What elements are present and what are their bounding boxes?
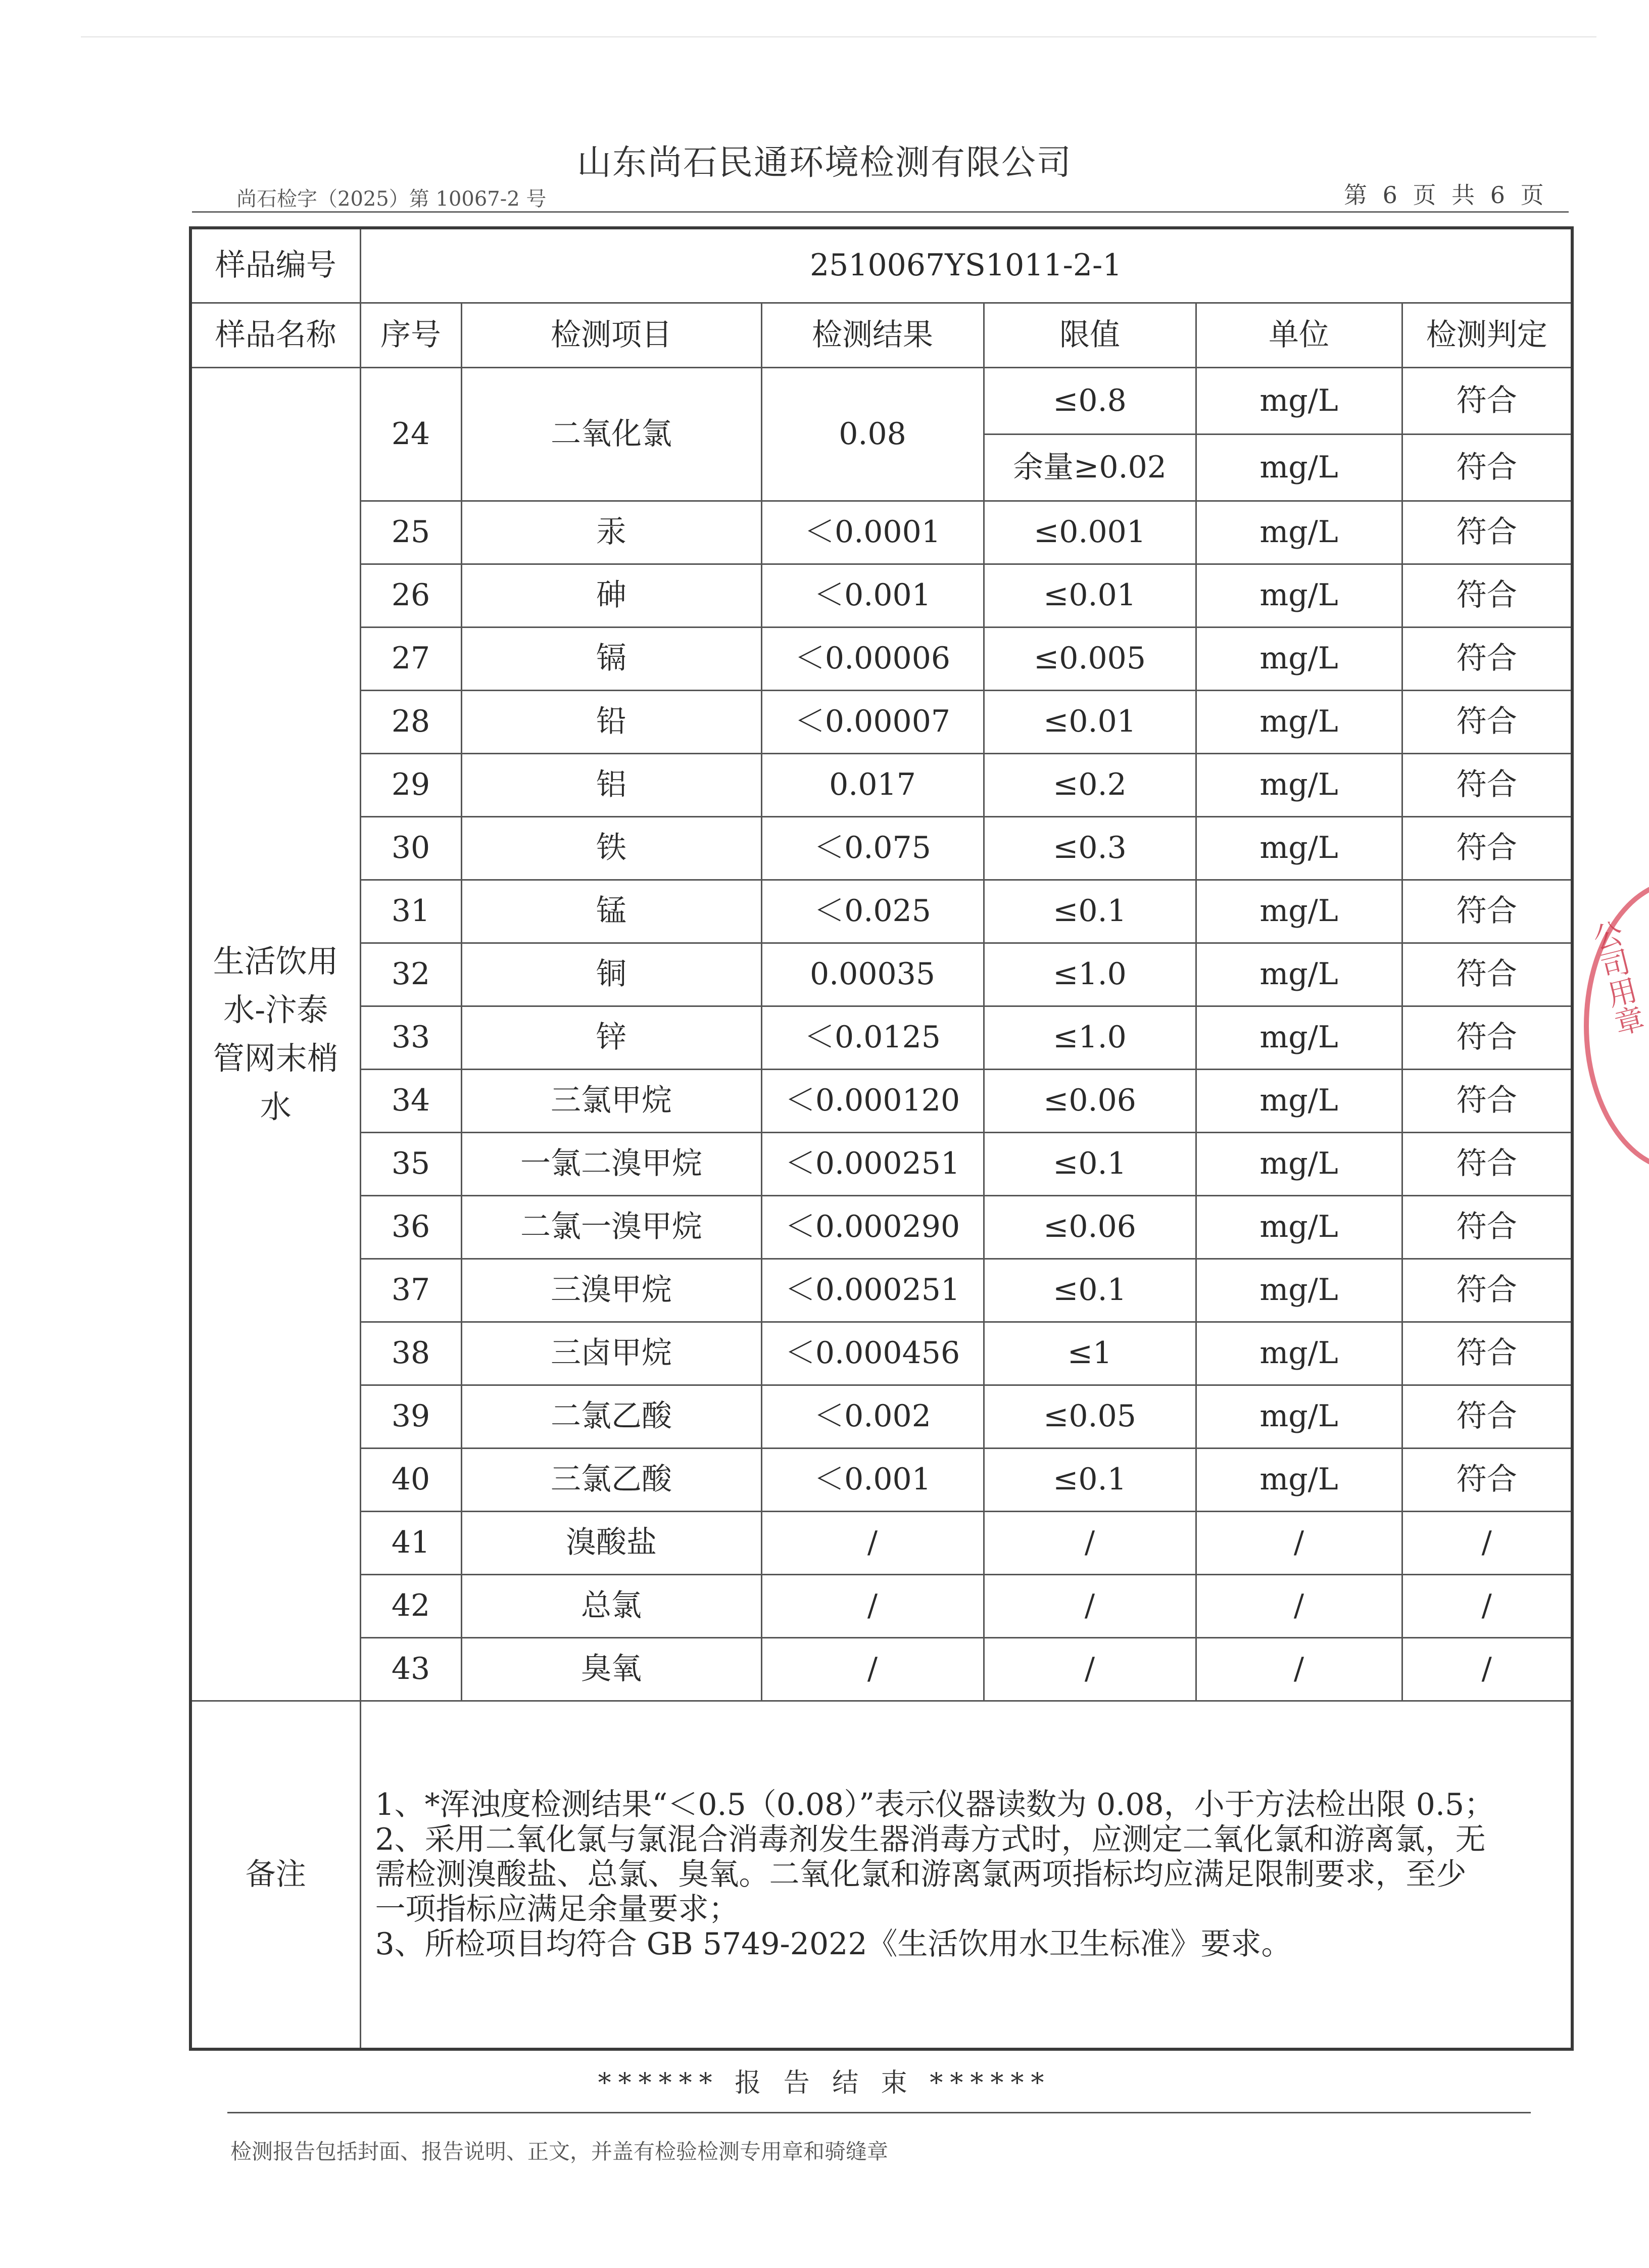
judge-cell: 符合 [1402,816,1572,880]
table-row [190,627,1572,690]
unit-cell: mg/L [1196,1069,1402,1132]
limit-cell: ≤1 [984,1322,1196,1385]
seq-cell: 37 [360,1259,461,1322]
sample-name-line: 生活饮用 [213,942,338,980]
unit-cell: mg/L [1196,564,1402,627]
judge-cell: / [1402,1511,1572,1574]
judge-cell: / [1402,1574,1572,1637]
result-cell: ＜0.000251 [761,1259,984,1322]
company-name: 山东尚石民通环境检测有限公司 [576,143,1072,183]
col-header-sample-name: 样品名称 [190,303,360,367]
table-row [190,1322,1572,1385]
table-row [190,880,1572,943]
seq-cell: 33 [360,1006,461,1069]
col-header-unit: 单位 [1196,303,1402,367]
limit-cell: ≤0.1 [984,1132,1196,1195]
result-cell: / [761,1511,984,1574]
report-number: 尚石检字（2025）第 10067-2 号 [236,187,547,211]
table-row [190,1069,1572,1132]
table-row [190,564,1572,627]
item-cell: 汞 [461,501,761,564]
limit-cell: ≤0.05 [984,1385,1196,1448]
result-cell: ＜0.00007 [761,690,984,753]
seq-cell: 25 [360,501,461,564]
table-row [190,1511,1572,1574]
item-cell: 臭氧 [461,1637,761,1701]
judge-cell: 符合 [1402,367,1572,434]
item-cell: 溴酸盐 [461,1511,761,1574]
item-cell: 铜 [461,943,761,1006]
unit-cell: / [1196,1574,1402,1637]
seq-cell: 32 [360,943,461,1006]
sample-name-cell [190,367,360,1701]
seq-cell: 31 [360,880,461,943]
unit-cell: mg/L [1196,753,1402,816]
limit-cell: ≤0.2 [984,753,1196,816]
result-cell: ＜0.001 [761,1448,984,1511]
sample-number-row [190,228,1572,303]
sample-name-line: 水 [260,1088,292,1125]
col-header-item: 检测项目 [461,303,761,367]
table-row [190,943,1572,1006]
unit-cell: mg/L [1196,501,1402,564]
limit-cell: ≤1.0 [984,1006,1196,1069]
limit-cell: ≤0.1 [984,880,1196,943]
result-cell: ＜0.025 [761,880,984,943]
item-cell: 一氯二溴甲烷 [461,1132,761,1195]
remarks-row [190,1701,1572,2049]
unit-cell: mg/L [1196,943,1402,1006]
judge-cell: 符合 [1402,1132,1572,1195]
item-cell: 锰 [461,880,761,943]
judge-cell: 符合 [1402,1195,1572,1259]
remarks-line: 3、所检项目均符合 GB 5749-2022《生活饮用水卫生标准》要求。 [375,1926,1292,1962]
page-indicator: 第 6 页 共 6 页 [1344,181,1548,209]
item-cell: 铁 [461,816,761,880]
judge-cell: 符合 [1402,880,1572,943]
unit-cell: mg/L [1196,367,1402,434]
table-row [190,1132,1572,1195]
header-divider [192,211,1569,213]
remarks-line: 2、采用二氧化氯与氯混合消毒剂发生器消毒方式时，应测定二氧化氯和游离氯，无 [375,1821,1486,1857]
seq-cell: 35 [360,1132,461,1195]
results-table [189,226,1574,2051]
result-cell: ＜0.000120 [761,1069,984,1132]
table-row [190,367,1572,434]
item-cell: 砷 [461,564,761,627]
seq-cell: 27 [360,627,461,690]
table-row [190,1385,1572,1448]
limit-cell: ≤0.3 [984,816,1196,880]
result-cell: ＜0.001 [761,564,984,627]
seq-cell: 29 [360,753,461,816]
col-header-seq: 序号 [360,303,461,367]
judge-cell: 符合 [1402,1259,1572,1322]
judge-cell: 符合 [1402,753,1572,816]
judge-cell: 符合 [1402,943,1572,1006]
limit-cell: / [984,1511,1196,1574]
judge-cell: / [1402,1637,1572,1701]
item-cell: 三氯甲烷 [461,1069,761,1132]
judge-cell: 符合 [1402,627,1572,690]
seq-cell: 36 [360,1195,461,1259]
judge-cell: 符合 [1402,501,1572,564]
item-cell: 锌 [461,1006,761,1069]
unit-cell: / [1196,1511,1402,1574]
remarks-line: 需检测溴酸盐、总氯、臭氧。二氧化氯和游离氯两项指标均应满足限制要求，至少 [375,1856,1467,1892]
item-cell: 铝 [461,753,761,816]
table-row [190,1574,1572,1637]
item-cell: 二氯一溴甲烷 [461,1195,761,1259]
limit-cell: 余量≥0.02 [984,434,1196,501]
limit-cell: / [984,1637,1196,1701]
seq-cell: 41 [360,1511,461,1574]
unit-cell: mg/L [1196,816,1402,880]
result-cell: ＜0.0001 [761,501,984,564]
seal-text: 公司用章 [1585,917,1647,1040]
sample-name-line: 水-汴泰 [223,991,328,1028]
result-cell: ＜0.000290 [761,1195,984,1259]
item-cell: 三溴甲烷 [461,1259,761,1322]
item-cell: 二氯乙酸 [461,1385,761,1448]
table-row [190,501,1572,564]
unit-cell: mg/L [1196,1385,1402,1448]
footer-note: 检测报告包括封面、报告说明、正文，并盖有检验检测专用章和骑缝章 [230,2139,889,2164]
result-cell: 0.017 [761,753,984,816]
col-header-limit: 限值 [984,303,1196,367]
limit-cell: / [984,1574,1196,1637]
unit-cell: mg/L [1196,1259,1402,1322]
sample-number-value: 2510067YS1011-2-1 [360,228,1572,303]
item-cell: 总氯 [461,1574,761,1637]
limit-cell: ≤0.1 [984,1448,1196,1511]
result-cell: ＜0.000456 [761,1322,984,1385]
table-row [190,1259,1572,1322]
result-cell: ＜0.002 [761,1385,984,1448]
result-cell: ＜0.0125 [761,1006,984,1069]
seq-cell: 26 [360,564,461,627]
footer-divider [227,2112,1531,2113]
item-cell: 三氯乙酸 [461,1448,761,1511]
remarks-line: 一项指标应满足余量要求； [375,1891,739,1927]
table-row [190,816,1572,880]
unit-cell: mg/L [1196,1006,1402,1069]
item-cell: 铅 [461,690,761,753]
column-header-row [190,303,1572,367]
table-row [190,1448,1572,1511]
item-cell: 三卤甲烷 [461,1322,761,1385]
judge-cell: 符合 [1402,434,1572,501]
judge-cell: 符合 [1402,1069,1572,1132]
report-end-mark: ****** 报 告 结 束 ****** [598,2068,1051,2098]
result-cell: ＜0.000251 [761,1132,984,1195]
table-row [190,1637,1572,1701]
seq-cell: 43 [360,1637,461,1701]
judge-cell: 符合 [1402,1448,1572,1511]
unit-cell: mg/L [1196,880,1402,943]
unit-cell: mg/L [1196,1195,1402,1259]
result-cell: / [761,1574,984,1637]
result-cell: ＜0.00006 [761,627,984,690]
limit-cell: ≤0.01 [984,690,1196,753]
seq-cell: 34 [360,1069,461,1132]
sample-name-line: 管网末梢 [213,1039,338,1077]
judge-cell: 符合 [1402,564,1572,627]
seq-cell: 40 [360,1448,461,1511]
judge-cell: 符合 [1402,1322,1572,1385]
remarks-label: 备注 [190,1701,360,2049]
judge-cell: 符合 [1402,690,1572,753]
unit-cell: mg/L [1196,1448,1402,1511]
judge-cell: 符合 [1402,1385,1572,1448]
unit-cell: mg/L [1196,1322,1402,1385]
col-header-result: 检测结果 [761,303,984,367]
seq-cell: 39 [360,1385,461,1448]
top-edge-line [81,36,1596,37]
table-row [190,753,1572,816]
result-cell: ＜0.075 [761,816,984,880]
unit-cell: mg/L [1196,434,1402,501]
sample-number-label: 样品编号 [190,228,360,303]
result-cell: 0.00035 [761,943,984,1006]
result-cell: / [761,1637,984,1701]
limit-cell: ≤0.001 [984,501,1196,564]
table-row [190,1006,1572,1069]
judge-cell: 符合 [1402,1006,1572,1069]
table-row [190,690,1572,753]
unit-cell: mg/L [1196,1132,1402,1195]
item-cell: 镉 [461,627,761,690]
remarks-text [360,1701,1572,2049]
unit-cell: / [1196,1637,1402,1701]
unit-cell: mg/L [1196,627,1402,690]
limit-cell: ≤0.005 [984,627,1196,690]
limit-cell: ≤0.01 [984,564,1196,627]
limit-cell: ≤0.06 [984,1195,1196,1259]
limit-cell: ≤0.1 [984,1259,1196,1322]
seq-cell: 38 [360,1322,461,1385]
unit-cell: mg/L [1196,690,1402,753]
remarks-line: 1、*浑浊度检测结果“＜0.5（0.08）”表示仪器读数为 0.08，小于方法检出限 0.5； [375,1787,1495,1822]
table-row [190,1195,1572,1259]
result-cell: 0.08 [761,367,984,501]
item-cell: 二氧化氯 [461,367,761,501]
limit-cell: ≤0.8 [984,367,1196,434]
seq-cell: 28 [360,690,461,753]
limit-cell: ≤1.0 [984,943,1196,1006]
seq-cell: 24 [360,367,461,501]
col-header-judge: 检测判定 [1402,303,1572,367]
seq-cell: 42 [360,1574,461,1637]
limit-cell: ≤0.06 [984,1069,1196,1132]
seq-cell: 30 [360,816,461,880]
